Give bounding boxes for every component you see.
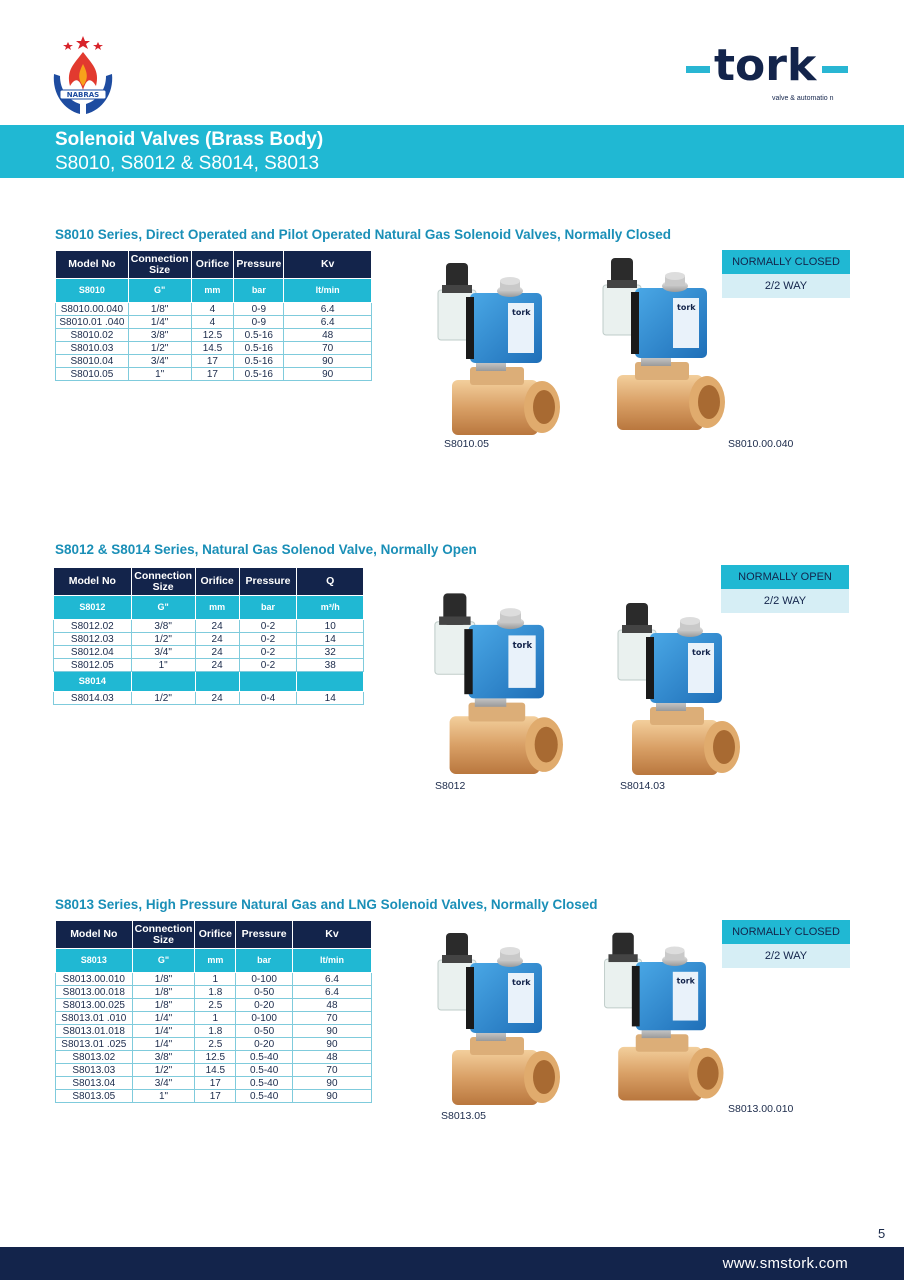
- table-cell: S8010.03: [56, 342, 129, 355]
- table-cell: S8013.01 .025: [56, 1038, 133, 1051]
- table-cell: 48: [284, 329, 372, 342]
- table-cell: S8012.03: [54, 633, 132, 646]
- unit-cell: mm: [195, 596, 239, 620]
- valve-image-s8014-03: [605, 595, 755, 795]
- unit-cell: G": [131, 596, 195, 620]
- table-cell: 24: [195, 620, 239, 633]
- table-cell: 0-50: [236, 986, 293, 999]
- section3-title: S8013 Series, High Pressure Natural Gas and LNG Solenoid Valves, Normally Closed: [55, 897, 598, 912]
- tork-logo-word: tork: [714, 40, 817, 91]
- col-header: Orifice: [195, 568, 239, 596]
- valve-image-s8010-00-040: [590, 250, 740, 450]
- table-cell: 12.5: [195, 1051, 236, 1064]
- unit-cell: bar: [236, 949, 293, 973]
- table-cell: 14.5: [191, 342, 234, 355]
- table-cell: 0-100: [236, 973, 293, 986]
- table-row: [56, 316, 372, 329]
- table-cell: 24: [195, 633, 239, 646]
- valve-caption: S8013.05: [441, 1110, 486, 1122]
- table-row: [54, 646, 364, 659]
- table-cell: 70: [284, 342, 372, 355]
- table-cell: 3/8": [132, 1051, 195, 1064]
- nabras-logo: [50, 34, 116, 116]
- col-header: Model No: [56, 921, 133, 949]
- table-row: [56, 1012, 372, 1025]
- table-cell: 0.5-16: [234, 329, 284, 342]
- table-cell: 0-2: [239, 633, 297, 646]
- page-number: 5: [878, 1226, 886, 1241]
- table-row: [54, 620, 364, 633]
- table-cell: 12.5: [191, 329, 234, 342]
- table-cell: 70: [292, 1012, 371, 1025]
- valve-image-s8010-05: [425, 255, 575, 455]
- table-cell: S8012.02: [54, 620, 132, 633]
- section3-badge: [722, 920, 850, 968]
- unit-cell: G": [132, 949, 195, 973]
- table-cell: 17: [195, 1077, 236, 1090]
- table-cell: 1.8: [195, 1025, 236, 1038]
- valve-caption: S8010.05: [444, 438, 489, 450]
- section1-spec-table: [55, 250, 372, 381]
- unit-cell: bar: [234, 279, 284, 303]
- table-cell: 1/2": [131, 633, 195, 646]
- title-band: [0, 125, 904, 178]
- table-cell: 1/8": [132, 999, 195, 1012]
- table-cell: 3/8": [128, 329, 191, 342]
- table-cell: 24: [195, 692, 239, 705]
- valve-caption: S8013.00.010: [728, 1103, 794, 1115]
- col-header: Pressure: [234, 251, 284, 279]
- valve-state-badge: NORMALLY OPEN: [721, 565, 849, 589]
- nabras-logo-text: NABRAS: [66, 91, 100, 99]
- table-cell: 1/8": [128, 303, 191, 316]
- unit-cell: lt/min: [284, 279, 372, 303]
- table-cell: 0-9: [234, 316, 284, 329]
- table-cell: 1/4": [132, 1025, 195, 1038]
- table-row: [56, 999, 372, 1012]
- table-row: [56, 973, 372, 986]
- table-cell: 4: [191, 316, 234, 329]
- footer-url[interactable]: www.smstork.com: [722, 1255, 848, 1272]
- table-cell: 0-2: [239, 659, 297, 672]
- table-cell: S8010.01 .040: [56, 316, 129, 329]
- table-cell: 0-2: [239, 620, 297, 633]
- col-header: Model No: [54, 568, 132, 596]
- valve-state-badge: NORMALLY CLOSED: [722, 920, 850, 944]
- table-cell: 0.5-40: [236, 1090, 293, 1103]
- unit-cell: m³/h: [297, 596, 364, 620]
- unit-cell: mm: [191, 279, 234, 303]
- table-row: [56, 329, 372, 342]
- col-header: Kv: [292, 921, 371, 949]
- table-cell: S8013.01 .010: [56, 1012, 133, 1025]
- table-cell: 10: [297, 620, 364, 633]
- unit-cell: bar: [239, 596, 297, 620]
- table-cell: 48: [292, 1051, 371, 1064]
- table-cell: 0-2: [239, 646, 297, 659]
- table-cell: S8010.00.040: [56, 303, 129, 316]
- table-cell: 3/4": [128, 355, 191, 368]
- section1-badge: [722, 250, 850, 298]
- table-row: [56, 1064, 372, 1077]
- table-row: [56, 355, 372, 368]
- table-cell: 1": [128, 368, 191, 381]
- table-cell: 90: [292, 1025, 371, 1038]
- col-header: Orifice: [195, 921, 236, 949]
- table-cell: 6.4: [284, 316, 372, 329]
- col-header: Pressure: [239, 568, 297, 596]
- col-header: Kv: [284, 251, 372, 279]
- page-subtitle: S8010, S8012 & S8014, S8013: [55, 153, 320, 174]
- table-row: [54, 633, 364, 646]
- table-cell: 1/2": [128, 342, 191, 355]
- table-cell: 0-20: [236, 1038, 293, 1051]
- table-row: [56, 1025, 372, 1038]
- table-cell: 6.4: [292, 986, 371, 999]
- table-cell: 90: [292, 1077, 371, 1090]
- col-header: Connection Size: [132, 921, 195, 949]
- table-cell: 90: [292, 1038, 371, 1051]
- table-cell: S8010.02: [56, 329, 129, 342]
- valve-caption: S8012: [435, 780, 466, 792]
- section3-spec-table: [55, 920, 372, 1103]
- section1-title: S8010 Series, Direct Operated and Pilot Operated Natural Gas Solenoid Valves, Normally Closed: [55, 227, 671, 242]
- table-cell: 0-4: [239, 692, 297, 705]
- table-cell: S8013.00.018: [56, 986, 133, 999]
- table-cell: 14: [297, 633, 364, 646]
- table-cell: S8013.00.025: [56, 999, 133, 1012]
- table-cell: 0-100: [236, 1012, 293, 1025]
- table-cell: 90: [284, 368, 372, 381]
- unit-cell: lt/min: [292, 949, 371, 973]
- valve-caption: S8010.00.040: [728, 438, 794, 450]
- valve-image-s8013-05: [425, 925, 575, 1125]
- table-cell: 17: [191, 368, 234, 381]
- page-title: Solenoid Valves (Brass Body): [55, 129, 324, 150]
- tork-logo-bar-right: [822, 66, 848, 73]
- valve-way-badge: 2/2 WAY: [721, 589, 849, 613]
- table-cell: 6.4: [284, 303, 372, 316]
- table-cell: 70: [292, 1064, 371, 1077]
- table-row: [56, 1051, 372, 1064]
- table-cell: 90: [292, 1090, 371, 1103]
- table-cell: S8010.05: [56, 368, 129, 381]
- unit-cell: mm: [195, 949, 236, 973]
- table-row: [56, 986, 372, 999]
- col-header: Model No: [56, 251, 129, 279]
- table-cell: S8013.03: [56, 1064, 133, 1077]
- col-header: Orifice: [191, 251, 234, 279]
- table-cell: 1: [195, 1012, 236, 1025]
- table-cell: 1: [195, 973, 236, 986]
- table-cell: S8010.04: [56, 355, 129, 368]
- table-row: [56, 1077, 372, 1090]
- table-cell: S8012.05: [54, 659, 132, 672]
- section2-spec-table: [53, 567, 364, 705]
- unit-cell: S8012: [54, 596, 132, 620]
- table-cell: 0.5-16: [234, 368, 284, 381]
- table-cell: 0.5-40: [236, 1064, 293, 1077]
- table-cell: 1/8": [132, 986, 195, 999]
- col-header: Pressure: [236, 921, 293, 949]
- table-cell: 1": [131, 659, 195, 672]
- table-cell: S8014.03: [54, 692, 132, 705]
- table-cell: 48: [292, 999, 371, 1012]
- table-cell: 32: [297, 646, 364, 659]
- table-cell: 3/8": [131, 620, 195, 633]
- table-row: [56, 342, 372, 355]
- valve-image-s8012: [420, 585, 580, 795]
- tork-logo-bar-left: [686, 66, 710, 73]
- valve-state-badge: NORMALLY CLOSED: [722, 250, 850, 274]
- table-cell: 0.5-16: [234, 355, 284, 368]
- table-cell: 1": [132, 1090, 195, 1103]
- table-row: [56, 368, 372, 381]
- footer-bar: [0, 1247, 904, 1280]
- table-cell: 0-9: [234, 303, 284, 316]
- table-cell: 1/4": [132, 1038, 195, 1051]
- table-cell: 0.5-40: [236, 1077, 293, 1090]
- tork-logo-tagline: valve & automatio n: [772, 95, 834, 102]
- table-cell: 38: [297, 659, 364, 672]
- tork-logo: [686, 40, 852, 108]
- table-cell: 0-20: [236, 999, 293, 1012]
- table-cell: 24: [195, 659, 239, 672]
- table-cell: 90: [284, 355, 372, 368]
- table-cell: 17: [191, 355, 234, 368]
- valve-way-badge: 2/2 WAY: [722, 274, 850, 298]
- table-row: [54, 692, 364, 705]
- table-cell: 0.5-40: [236, 1051, 293, 1064]
- table-row: [56, 1090, 372, 1103]
- table-cell: 4: [191, 303, 234, 316]
- table-cell: 14.5: [195, 1064, 236, 1077]
- table-row: [56, 303, 372, 316]
- table-cell: 3/4": [132, 1077, 195, 1090]
- table-cell: S8012.04: [54, 646, 132, 659]
- table-cell: 3/4": [131, 646, 195, 659]
- valve-image-s8013-00-010: [590, 925, 740, 1120]
- table-cell: 2.5: [195, 999, 236, 1012]
- table-cell: S8013.01.018: [56, 1025, 133, 1038]
- unit-cell: S8013: [56, 949, 133, 973]
- table-cell: 1.8: [195, 986, 236, 999]
- table-cell: 17: [195, 1090, 236, 1103]
- table-cell: S8013.05: [56, 1090, 133, 1103]
- unit-cell: S8010: [56, 279, 129, 303]
- valve-way-badge: 2/2 WAY: [722, 944, 850, 968]
- col-header: Connection Size: [131, 568, 195, 596]
- table-cell: 1/2": [131, 692, 195, 705]
- table-cell: 1/4": [128, 316, 191, 329]
- col-header: Q: [297, 568, 364, 596]
- table-cell: S8013.04: [56, 1077, 133, 1090]
- table-cell: 14: [297, 692, 364, 705]
- valve-caption: S8014.03: [620, 780, 665, 792]
- table-cell: 0.5-16: [234, 342, 284, 355]
- table-cell: S8013.02: [56, 1051, 133, 1064]
- col-header: Connection Size: [128, 251, 191, 279]
- group-label: S8014: [54, 672, 132, 692]
- unit-cell: G": [128, 279, 191, 303]
- table-cell: 1/4": [132, 1012, 195, 1025]
- section2-title: S8012 & S8014 Series, Natural Gas Solenod Valve, Normally Open: [55, 542, 477, 557]
- table-cell: 1/2": [132, 1064, 195, 1077]
- table-cell: 0-50: [236, 1025, 293, 1038]
- table-cell: 6.4: [292, 973, 371, 986]
- table-cell: 2.5: [195, 1038, 236, 1051]
- table-row: [54, 659, 364, 672]
- table-cell: S8013.00.010: [56, 973, 133, 986]
- table-cell: 24: [195, 646, 239, 659]
- table-cell: 1/8": [132, 973, 195, 986]
- table-row: [56, 1038, 372, 1051]
